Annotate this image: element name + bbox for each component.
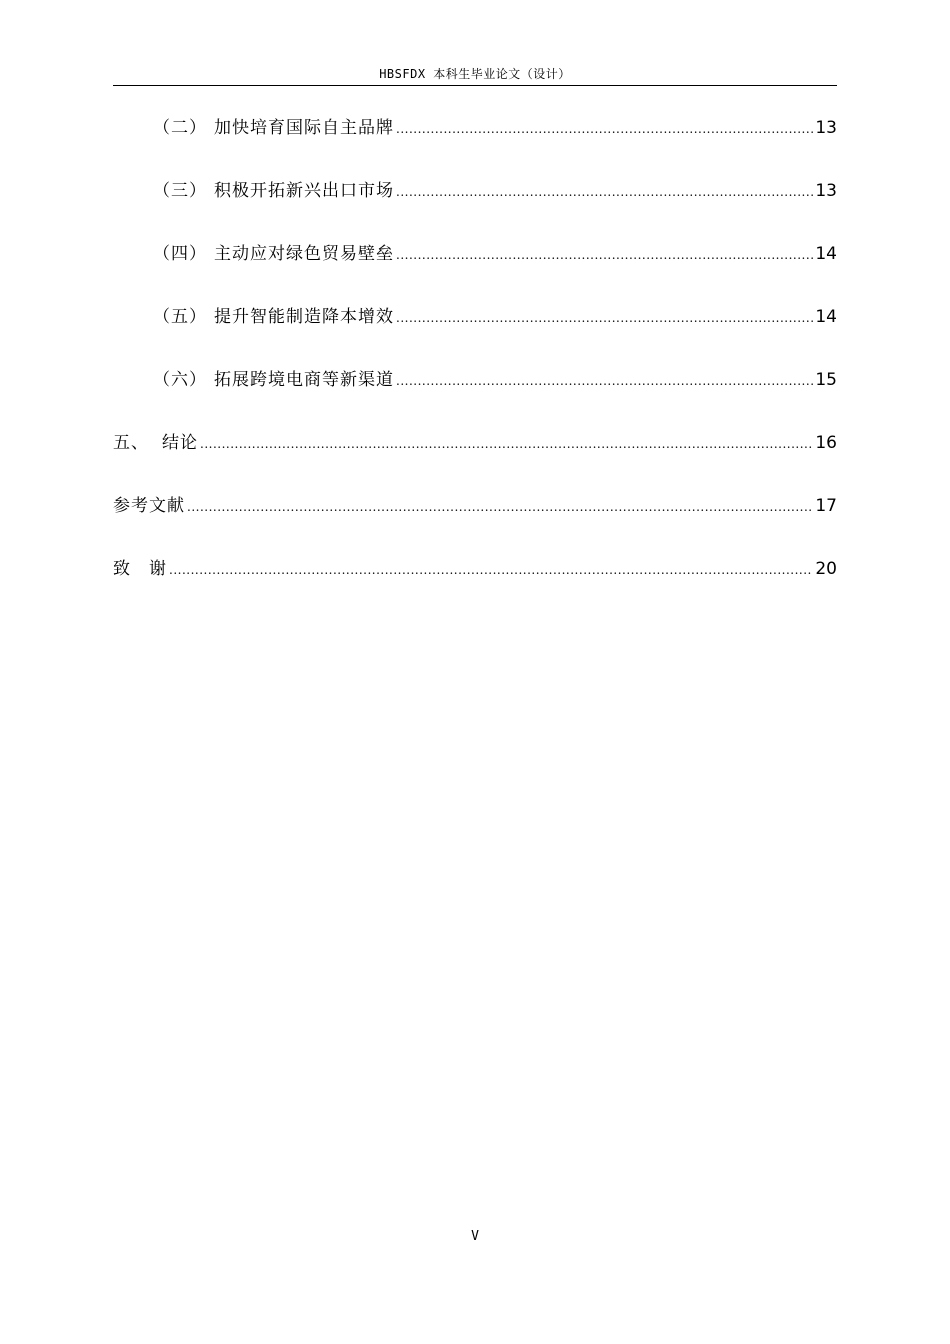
toc-entry-page: 13 — [815, 181, 837, 201]
toc-entry-page: 14 — [815, 244, 837, 264]
toc-entry[interactable] — [113, 428, 837, 491]
toc-entry-number: 五、 — [113, 433, 149, 453]
toc-entry-number: （六） — [153, 370, 207, 390]
toc-entry-title: 积极开拓新兴出口市场 — [214, 181, 394, 201]
table-of-contents — [113, 113, 837, 617]
toc-entry[interactable] — [113, 113, 837, 176]
page-number: V — [471, 1229, 479, 1244]
toc-entry-page: 20 — [815, 559, 837, 579]
toc-entry-title: 参考文献 — [113, 496, 185, 516]
toc-entry-page: 17 — [815, 496, 837, 516]
toc-entry-page: 14 — [815, 307, 837, 327]
header-rule — [113, 85, 837, 86]
toc-entry-number: （三） — [153, 181, 207, 201]
toc-entry[interactable] — [113, 239, 837, 302]
toc-entry-number: （二） — [153, 118, 207, 138]
dot-leader — [396, 303, 813, 333]
dot-leader — [396, 366, 813, 396]
dot-leader — [200, 429, 813, 459]
dot-leader — [169, 555, 813, 585]
toc-entry[interactable] — [113, 365, 837, 428]
toc-entry-title: 结论 — [162, 433, 198, 453]
toc-entry-title: 加快培育国际自主品牌 — [214, 118, 394, 138]
dot-leader — [396, 240, 813, 270]
toc-entry-title: 主动应对绿色贸易壁垒 — [214, 244, 394, 264]
toc-entry-title: 致 谢 — [113, 559, 167, 579]
toc-entry[interactable] — [113, 176, 837, 239]
dot-leader — [396, 177, 813, 207]
dot-leader — [187, 492, 813, 522]
toc-entry[interactable] — [113, 491, 837, 554]
toc-entry-page: 15 — [815, 370, 837, 390]
running-header: HBSFDX 本科生毕业论文（设计） — [379, 67, 571, 81]
toc-entry-title: 拓展跨境电商等新渠道 — [214, 370, 394, 390]
toc-entry[interactable] — [113, 302, 837, 365]
toc-entry[interactable] — [113, 554, 837, 617]
toc-entry-page: 13 — [815, 118, 837, 138]
toc-entry-number: （五） — [153, 307, 207, 327]
dot-leader — [396, 114, 813, 144]
toc-entry-number: （四） — [153, 244, 207, 264]
toc-entry-title: 提升智能制造降本增效 — [214, 307, 394, 327]
toc-entry-page: 16 — [815, 433, 837, 453]
